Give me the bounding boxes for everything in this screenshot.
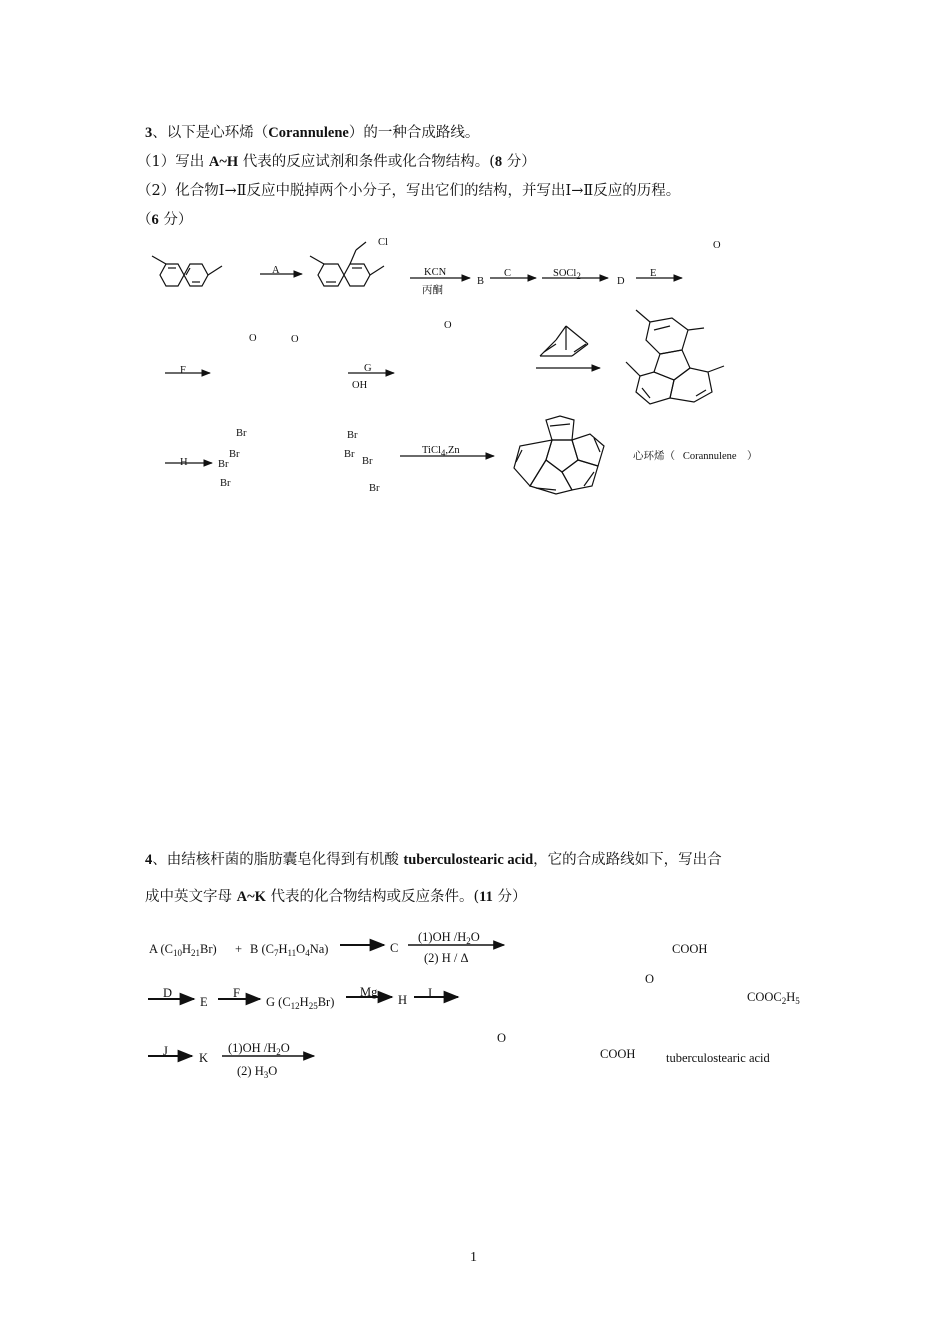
q4-compound-c: C <box>390 941 399 955</box>
q4-title-cont: 成中英文字母 A~K 代表的化合物结构或反应条件。(11 分） <box>145 889 527 905</box>
label-reagent-f: F <box>180 365 186 376</box>
label-corannulene: 心环烯（ Corannulene ） <box>633 451 758 462</box>
label-br-6: Br <box>344 449 355 460</box>
label-oxygen-top: O <box>713 240 721 251</box>
tetramethylfluoranthene-structure <box>626 310 724 404</box>
q4-condition-4: (2) $H_3O$ <box>237 1064 278 1080</box>
q4-compound-b: B $(C_7H_{11}O_4Na)$ <box>250 942 329 958</box>
q4-title: 4、由结核杆菌的脂肪囊皂化得到有机酸 tuberculostearic acid，它的合成路线如下，写出合 <box>145 852 722 868</box>
label-br-8: Br <box>369 483 380 494</box>
norbornadiene-structure <box>540 326 588 356</box>
q4-cooh-1: COOH <box>672 942 708 956</box>
label-br-1: Br <box>236 428 247 439</box>
label-br-2: Br <box>229 449 240 460</box>
dimethylnaphthalene-structure <box>152 256 222 286</box>
label-oxygen-1: O <box>249 333 257 344</box>
q4-plus: + <box>235 942 243 956</box>
q4-oxygen-2: O <box>497 1031 507 1045</box>
q4-compound-g: G $(C_{12}H_{25}Br)$ <box>266 995 335 1011</box>
q4-product-name: tuberculostearic acid <box>666 1051 770 1065</box>
q4-reagent-j: J <box>163 1044 168 1058</box>
q4-cooet: $COOC_2H_5$ <box>747 990 800 1006</box>
q4-reagent-f: F <box>233 986 240 1000</box>
q3-part2: （2）化合物Ⅰ→Ⅱ反应中脱掉两个小分子，写出它们的结构，并写出Ⅰ→Ⅱ反应的历程。 <box>137 183 681 199</box>
label-ticl4-zn: TiCl$_4$,Zn <box>422 445 460 458</box>
q4-compound-e: E <box>200 995 208 1009</box>
q3-title: 3、以下是心环烯（Corannulene）的一种合成路线。 <box>145 125 480 141</box>
label-acetone: 丙酮 <box>422 285 443 296</box>
label-br-7: Br <box>362 456 373 467</box>
q4-reagent-d: D <box>163 986 173 1000</box>
q4-compound-a: A $(C_{10}H_{21}Br)$ <box>149 942 217 958</box>
label-cl: Cl <box>378 237 388 248</box>
q3-part2-score: （6 分） <box>137 212 193 228</box>
q4-reagent-i: I <box>428 986 433 1000</box>
corannulene-structure <box>514 416 604 494</box>
q4-condition-2: (2) H / Δ <box>424 951 469 965</box>
q4-compound-k: K <box>199 1051 209 1065</box>
label-br-4: Br <box>220 478 231 489</box>
q4-oxygen-1: O <box>645 972 655 986</box>
q4-condition-1: (1)OH $/H_2O$ <box>418 930 480 946</box>
label-compound-b: B <box>477 276 485 287</box>
label-reagent-c: C <box>504 268 512 279</box>
q4-compound-h: H <box>398 993 408 1007</box>
q4-cooh-2: COOH <box>600 1047 636 1061</box>
label-reagent-a: A <box>272 265 280 276</box>
q4-reagent-mg: Mg <box>360 985 378 999</box>
label-compound-d: D <box>617 276 625 287</box>
label-reagent-g: G <box>364 363 372 374</box>
q3-part1: （1）写出 A~H 代表的反应试剂和条件或化合物结构。(8 分） <box>137 154 536 170</box>
label-kcn: KCN <box>424 267 447 278</box>
label-socl2: SOCl$_2$ <box>553 268 581 281</box>
label-br-3: Br <box>218 459 229 470</box>
chloromethyl-naphthalene-structure <box>310 242 384 286</box>
label-reagent-e: E <box>650 268 657 279</box>
label-br-5: Br <box>347 430 358 441</box>
label-oh: OH <box>352 380 368 391</box>
label-oxygen-2: O <box>291 334 299 345</box>
label-oxygen-3: O <box>444 320 452 331</box>
label-reagent-h: H <box>180 457 188 468</box>
page-number: 1 <box>470 1250 477 1265</box>
q4-condition-3: (1)OH $/H_2O$ <box>228 1041 290 1057</box>
